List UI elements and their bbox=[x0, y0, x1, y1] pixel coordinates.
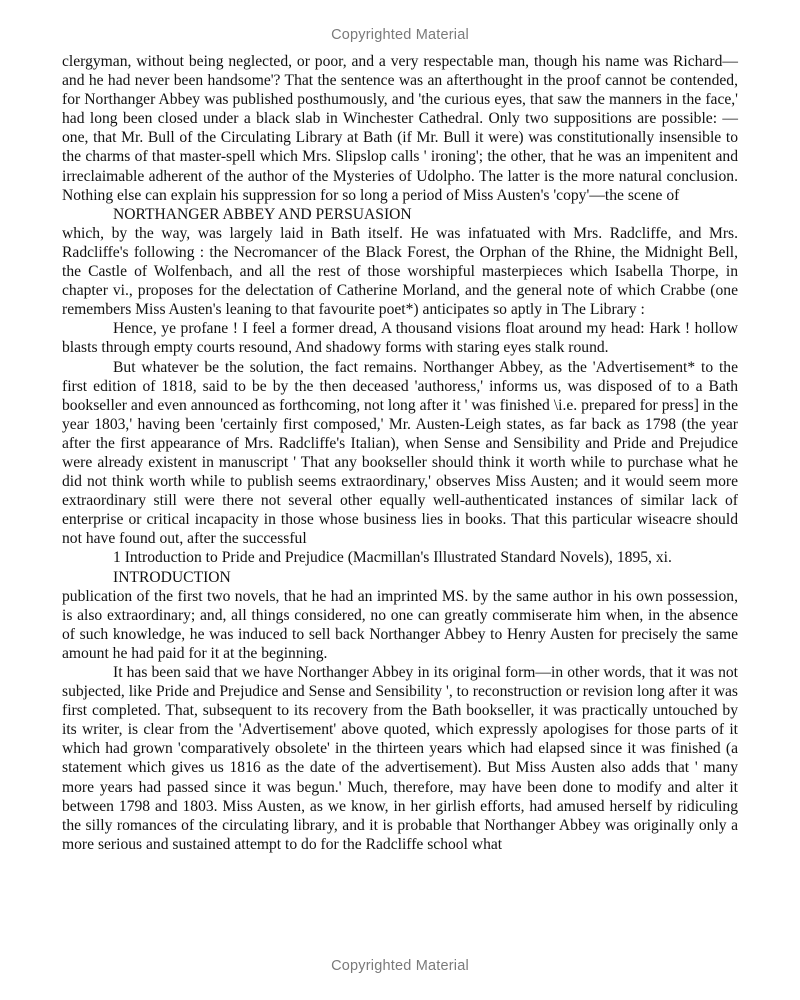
paragraph-radcliffe: which, by the way, was largely laid in Bath itself. He was infatuated with Mrs. Radcliffe, and Mrs. Radcliffe's following : the Necromancer of the Black Forest, the Orphan of the Rhine, the Midnight Bell, the Castle of Wolfenbach, and all the rest of those worshipful masterpieces which Isabella Thorpe, in chapter vi., proposes for the delectation of Catherine Morland, and the general note of which Crabbe (one remembers Miss Austen's leaning to that favourite poet*) anticipates so aptly in The Library : bbox=[62, 224, 738, 319]
quoted-verse: Hence, ye profane ! I feel a former dread, A thousand visions float around my head: Hark ! hollow blasts through empty courts resound, And shadowy forms with staring eyes stalk round. bbox=[62, 320, 738, 357]
running-head-introduction: INTRODUCTION bbox=[113, 568, 231, 586]
copyright-watermark-bottom: Copyrighted Material bbox=[331, 958, 469, 974]
running-head-title: NORTHANGER ABBEY AND PERSUASION bbox=[113, 205, 412, 223]
paragraph-advertisement: But whatever be the solution, the fact remains. Northanger Abbey, as the 'Advertisement* to the first edition of 1818, said to be by the then deceased 'authoress,' informs us, was disposed of to a Bath bookseller and even announced as forthcoming, not long after it ' was finished \i.e. prepared for press] in the year 1803,' having been 'certainly first composed,' Mr. Austen-Leigh states, as far back as 1798 (the year after the first appearance of Mrs. Radcliffe's Italian), when Sense and Sensibility and Pride and Prejudice were already existent in manuscript ' That any bookseller should think it worth while to purchase what he did not think worth while to publish seems extraordinary,' observes Miss Austen; and it would seem more extraordinary still were there not several other equally well-authenticated instances of similar lack of enterprise or critical incapacity in those whose business lies in books. That this particular wiseacre should not have found out, after the successful bbox=[62, 358, 738, 548]
copyright-watermark-top: Copyrighted Material bbox=[331, 27, 469, 43]
paragraph-publication: publication of the first two novels, that he had an imprinted MS. by the same author in his own possession, is also extraordinary; and, all things considered, no one can greatly commiserate him when, in the absence of such knowledge, he was induced to sell back Northanger Abbey to Henry Austen for precisely the same amount he had paid for it at the beginning. bbox=[62, 587, 738, 662]
paragraph-original-form: It has been said that we have Northanger Abbey in its original form—in other words, that it was not subjected, like Pride and Prejudice and Sense and Sensibility ', to reconstruction or revision long after it was first completed. That, subsequent to its recovery from the Bath bookseller, it was practically untouched by its writer, is clear from the 'Advertisement' above quoted, which expressly apologises for those parts of it which had grown 'comparatively obsolete' in the thirteen years which had elapsed since it was finished (a statement which gives us 1816 as the date of the advertisement). But Miss Austen also adds that ' many more years had passed since it was begun.' Much, therefore, may have been done to modify and alter it between 1798 and 1803. Miss Austen, as we know, in her girlish efforts, had amused herself by ridiculing the silly romances of the circulating library, and it is probable that Northanger Abbey was originally only a more serious and sustained attempt to do for the Radcliffe school what bbox=[62, 664, 738, 853]
footnote: 1 Introduction to Pride and Prejudice (Macmillan's Illustrated Standard Novels), 1895, xi. bbox=[113, 549, 672, 567]
paragraph-continued: clergyman, without being neglected, or poor, and a very respectable man, though his name was Richard—and he had never been handsome'? That the sentence was an afterthought in the proof cannot be contended, for Northanger Abbey was published posthumously, and 'the curious eyes, that saw the manners in the face,' had long been closed under a black slab in Winchester Cathedral. Only two suppositions are possible: — one, that Mr. Bull of the Circulating Library at Bath (if Mr. Bull it were) was constitutionally insensible to the charms of that master-spell which Mrs. Slipslop calls ' ironing'; the other, that he was an impenitent and irreclaimable adherent of the author of the Mysteries of Udolpho. The latter is the more natural conclusion. Nothing else can explain his suppression for so long a period of Miss Austen's 'copy'—the scene of bbox=[62, 53, 738, 204]
page-body bbox=[62, 52, 738, 854]
